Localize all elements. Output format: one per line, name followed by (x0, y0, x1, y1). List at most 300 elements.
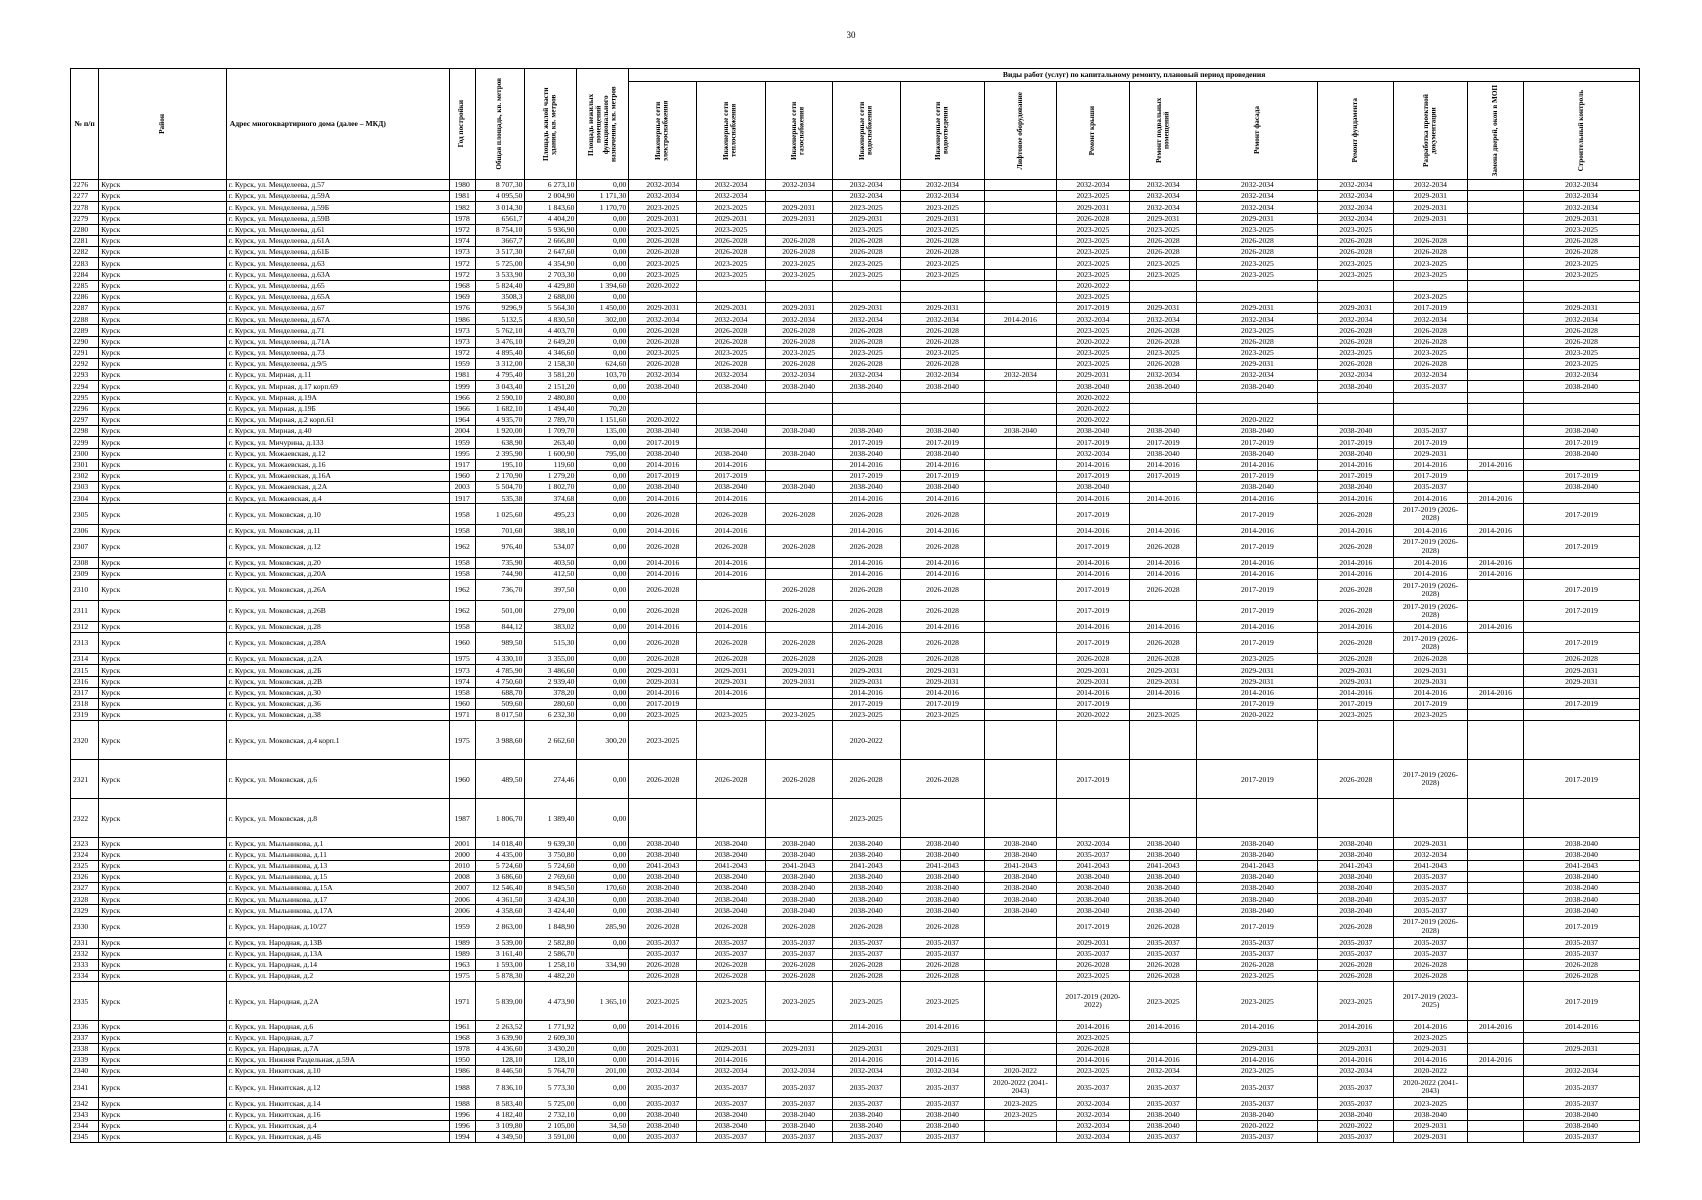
row-district: Курск (99, 504, 227, 525)
row-work-period: 2023-2025 (1318, 982, 1394, 1021)
row-work-period: 2023-2025 (765, 258, 832, 269)
row-work-period (985, 459, 1056, 470)
row-work-period (985, 665, 1056, 676)
row-address: г. Курск, ул. Мыльникова, д.11 (226, 849, 449, 860)
row-work-period: 2038-2040 (629, 426, 697, 437)
row-work-period: 2017-2019 (1197, 698, 1318, 709)
row-work-period (1130, 698, 1197, 709)
row-nonresidential-area: 0,00 (577, 760, 629, 799)
row-district: Курск (99, 325, 227, 336)
row-year: 1988 (449, 1098, 475, 1109)
row-work-period: 2032-2034 (1318, 191, 1394, 202)
row-work-period: 2038-2040 (1318, 1109, 1394, 1120)
row-year: 1962 (449, 536, 475, 557)
row-work-period: 2020-2022 (1197, 1120, 1318, 1131)
row-district: Курск (99, 493, 227, 504)
row-work-period: 2038-2040 (832, 1120, 900, 1131)
row-work-period (985, 580, 1056, 601)
row-living-area: 1 848,90 (525, 916, 577, 937)
row-work-period: 2029-2031 (900, 303, 984, 314)
row-work-period: 2026-2028 (900, 359, 984, 370)
row-work-period: 2038-2040 (629, 448, 697, 459)
row-work-period: 2014-2016 (629, 568, 697, 579)
row-work-period: 2014-2016 (1394, 525, 1468, 536)
row-work-period: 2017-2019 (1197, 470, 1318, 481)
row-living-area: 374,68 (525, 493, 577, 504)
row-work-period: 2020-2022 (1197, 710, 1318, 721)
row-work-period: 2032-2034 (1130, 202, 1197, 213)
row-work-period: 2017-2019 (1197, 504, 1318, 525)
row-work-period (985, 536, 1056, 557)
row-address: г. Курск, ул. Моковская, д.12 (226, 536, 449, 557)
row-work-period: 2035-2037 (1130, 1131, 1197, 1142)
row-nonresidential-area: 135,00 (577, 426, 629, 437)
row-work-period: 2026-2028 (900, 601, 984, 622)
row-work-period: 2038-2040 (832, 849, 900, 860)
row-work-period: 2038-2040 (900, 1120, 984, 1131)
row-work-period: 2038-2040 (1524, 381, 1640, 392)
row-work-period: 2032-2034 (1524, 1066, 1640, 1077)
row-work-period (697, 799, 765, 838)
row-work-period: 2026-2028 (765, 760, 832, 799)
row-work-period (697, 1032, 765, 1043)
row-work-period: 2032-2034 (697, 180, 765, 191)
table-row (71, 213, 1640, 224)
row-work-period: 2038-2040 (697, 838, 765, 849)
capital-repair-table (70, 68, 1640, 1143)
row-work-period (1467, 482, 1523, 493)
row-total-area: 3 043,40 (475, 381, 525, 392)
row-work-period (1467, 849, 1523, 860)
row-work-period (1524, 414, 1640, 425)
row-work-period: 2038-2040 (1524, 894, 1640, 905)
row-work-period (985, 721, 1056, 760)
row-number: 2305 (71, 504, 99, 525)
row-district: Курск (99, 871, 227, 882)
row-work-period (985, 916, 1056, 937)
row-work-period (1524, 557, 1640, 568)
table-row (71, 536, 1640, 557)
row-work-period: 2014-2016 (1318, 687, 1394, 698)
row-work-period: 2032-2034 (1318, 370, 1394, 381)
row-work-period (765, 622, 832, 633)
header-address: Адрес многоквартирного дома (далее – МКД) (226, 69, 449, 180)
row-living-area: 2 151,20 (525, 381, 577, 392)
row-work-period: 2023-2025 (900, 710, 984, 721)
row-total-area: 501,00 (475, 601, 525, 622)
row-living-area: 534,07 (525, 536, 577, 557)
row-work-period: 2023-2025 (1056, 269, 1130, 280)
row-work-period (1467, 710, 1523, 721)
row-work-period: 2014-2016 (832, 1054, 900, 1065)
row-total-area: 4 436,60 (475, 1043, 525, 1054)
row-work-period: 2032-2034 (832, 180, 900, 191)
row-district: Курск (99, 414, 227, 425)
row-year: 1968 (449, 280, 475, 291)
row-year: 1958 (449, 568, 475, 579)
row-living-area: 1 258,10 (525, 960, 577, 971)
row-work-period: 2017-2019 (2026-2028) (1394, 916, 1468, 937)
row-total-area: 6561,7 (475, 213, 525, 224)
row-work-period (985, 698, 1056, 709)
row-nonresidential-area: 0,00 (577, 622, 629, 633)
row-work-period: 2026-2028 (900, 916, 984, 937)
row-year: 1972 (449, 269, 475, 280)
row-work-period: 2014-2016 (900, 622, 984, 633)
row-work-period: 2023-2025 (629, 269, 697, 280)
row-work-period: 2017-2019 (1394, 698, 1468, 709)
row-nonresidential-area: 1 151,60 (577, 414, 629, 425)
row-total-area: 5 878,30 (475, 971, 525, 982)
row-work-period: 2038-2040 (629, 883, 697, 894)
row-work-period (985, 336, 1056, 347)
table-row (71, 180, 1640, 191)
row-work-period: 2026-2028 (1524, 336, 1640, 347)
row-work-period (985, 799, 1056, 838)
table-row (71, 1066, 1640, 1077)
row-work-period: 2014-2016 (900, 459, 984, 470)
row-year: 1962 (449, 601, 475, 622)
row-address: г. Курск, ул. Моковская, д.38 (226, 710, 449, 721)
row-work-period (985, 493, 1056, 504)
row-district: Курск (99, 291, 227, 302)
row-work-period (900, 799, 984, 838)
row-work-period: 2026-2028 (832, 916, 900, 937)
row-work-period: 2032-2034 (1197, 191, 1318, 202)
row-year: 1994 (449, 1131, 475, 1142)
row-work-period (1467, 883, 1523, 894)
row-work-period: 2026-2028 (1318, 359, 1394, 370)
row-work-period: 2029-2031 (1318, 676, 1394, 687)
row-work-period (765, 392, 832, 403)
table-row (71, 799, 1640, 838)
row-nonresidential-area: 0,00 (577, 381, 629, 392)
row-work-period (1467, 1043, 1523, 1054)
row-living-area: 1 600,90 (525, 448, 577, 459)
row-total-area: 735,90 (475, 557, 525, 568)
row-work-period: 2032-2034 (1056, 448, 1130, 459)
row-work-period: 2026-2028 (1394, 971, 1468, 982)
row-year: 1962 (449, 580, 475, 601)
row-work-period: 2032-2034 (1318, 202, 1394, 213)
row-number: 2278 (71, 202, 99, 213)
row-work-period: 2017-2019 (1524, 470, 1640, 481)
row-work-period (1394, 224, 1468, 235)
row-work-period: 2041-2043 (1056, 860, 1130, 871)
row-district: Курск (99, 202, 227, 213)
row-work-period: 2026-2028 (697, 654, 765, 665)
row-nonresidential-area: 0,00 (577, 347, 629, 358)
row-work-period: 2023-2025 (1394, 1032, 1468, 1043)
row-district: Курск (99, 687, 227, 698)
row-number: 2338 (71, 1043, 99, 1054)
row-year: 1961 (449, 1021, 475, 1032)
header-work-3: Инженерные сети водоснабжения (832, 82, 900, 180)
row-total-area: 128,10 (475, 1054, 525, 1065)
row-number: 2289 (71, 325, 99, 336)
row-work-period: 2017-2019 (2026-2028) (1394, 760, 1468, 799)
header-year: Год постройки (449, 69, 475, 180)
row-work-period: 2038-2040 (629, 1109, 697, 1120)
table-row (71, 1077, 1640, 1098)
row-address: г. Курск, ул. Менделеева, д.71А (226, 336, 449, 347)
row-work-period: 2026-2028 (900, 504, 984, 525)
row-living-area: 3 750,80 (525, 849, 577, 860)
row-work-period: 2038-2040 (629, 381, 697, 392)
row-work-period (1130, 760, 1197, 799)
row-district: Курск (99, 180, 227, 191)
row-district: Курск (99, 482, 227, 493)
row-work-period: 2038-2040 (1056, 894, 1130, 905)
row-living-area: 2 582,80 (525, 937, 577, 948)
row-address: г. Курск, ул. Мирная, д.17 корп.69 (226, 381, 449, 392)
row-work-period: 2023-2025 (697, 224, 765, 235)
row-work-period (1467, 470, 1523, 481)
row-number: 2339 (71, 1054, 99, 1065)
row-district: Курск (99, 1098, 227, 1109)
row-address: г. Курск, ул. Можаевская, д.12 (226, 448, 449, 459)
row-work-period (1467, 721, 1523, 760)
row-work-period: 2032-2034 (1524, 314, 1640, 325)
row-total-area: 8 446,50 (475, 1066, 525, 1077)
table-row (71, 291, 1640, 302)
row-nonresidential-area: 0,00 (577, 676, 629, 687)
table-row (71, 687, 1640, 698)
row-number: 2325 (71, 860, 99, 871)
row-work-period (1467, 392, 1523, 403)
row-work-period: 2038-2040 (985, 905, 1056, 916)
header-work-9: Ремонт фундамента (1318, 82, 1394, 180)
row-number: 2293 (71, 370, 99, 381)
row-work-period: 2029-2031 (1197, 676, 1318, 687)
row-work-period: 2026-2028 (900, 654, 984, 665)
row-work-period: 2026-2028 (1394, 654, 1468, 665)
table-row (71, 760, 1640, 799)
row-district: Курск (99, 937, 227, 948)
row-address: г. Курск, ул. Народная, д.13В (226, 937, 449, 948)
row-work-period (1394, 392, 1468, 403)
row-work-period (1467, 894, 1523, 905)
row-address: г. Курск, ул. Народная, д.7 (226, 1032, 449, 1043)
row-address: г. Курск, ул. Никитская, д.4Б (226, 1131, 449, 1142)
row-year: 2006 (449, 894, 475, 905)
row-work-period: 2026-2028 (1318, 601, 1394, 622)
row-living-area: 5 773,30 (525, 1077, 577, 1098)
row-total-area: 5132,5 (475, 314, 525, 325)
row-work-period (985, 960, 1056, 971)
row-work-period: 2023-2025 (1197, 982, 1318, 1021)
row-work-period: 2038-2040 (985, 426, 1056, 437)
row-year: 1964 (449, 414, 475, 425)
row-nonresidential-area (577, 971, 629, 982)
row-total-area: 3 686,60 (475, 871, 525, 882)
row-work-period: 2017-2019 (1394, 437, 1468, 448)
row-total-area: 5 504,70 (475, 482, 525, 493)
row-living-area: 2 732,10 (525, 1109, 577, 1120)
row-work-period: 2026-2028 (765, 633, 832, 654)
row-total-area: 2 263,52 (475, 1021, 525, 1032)
row-work-period: 2038-2040 (900, 849, 984, 860)
row-living-area: 2 105,00 (525, 1120, 577, 1131)
row-work-period: 2014-2016 (629, 1054, 697, 1065)
row-work-period (1467, 414, 1523, 425)
row-work-period: 2023-2025 (697, 258, 765, 269)
row-work-period: 2035-2037 (832, 1077, 900, 1098)
row-number: 2304 (71, 493, 99, 504)
row-number: 2302 (71, 470, 99, 481)
row-work-period: 2023-2025 (832, 224, 900, 235)
row-address: г. Курск, ул. Никитская, д.4 (226, 1120, 449, 1131)
row-work-period: 2026-2028 (1524, 235, 1640, 246)
row-work-period (1524, 622, 1640, 633)
row-work-period: 2017-2019 (1056, 760, 1130, 799)
row-work-period (629, 392, 697, 403)
row-living-area: 6 273,10 (525, 180, 577, 191)
table-row (71, 470, 1640, 481)
row-nonresidential-area: 0,00 (577, 665, 629, 676)
row-work-period: 2041-2043 (1394, 860, 1468, 871)
row-work-period (1467, 971, 1523, 982)
row-year: 1960 (449, 760, 475, 799)
row-living-area: 515,30 (525, 633, 577, 654)
row-living-area: 119,60 (525, 459, 577, 470)
row-work-period: 2026-2028 (1394, 359, 1468, 370)
row-work-period (1467, 948, 1523, 959)
row-year: 1973 (449, 247, 475, 258)
row-nonresidential-area: 0,00 (577, 568, 629, 579)
row-work-period: 2026-2028 (629, 633, 697, 654)
row-work-period: 2038-2040 (900, 426, 984, 437)
row-nonresidential-area: 0,00 (577, 687, 629, 698)
row-work-period (1524, 525, 1640, 536)
row-work-period: 2023-2025 (1394, 1098, 1468, 1109)
row-address: г. Курск, ул. Менделеева, д.67А (226, 314, 449, 325)
row-work-period: 2020-2022 (1056, 414, 1130, 425)
row-work-period: 2032-2034 (1394, 180, 1468, 191)
row-work-period: 2014-2016 (1197, 568, 1318, 579)
row-living-area: 5 936,90 (525, 224, 577, 235)
row-nonresidential-area: 0,00 (577, 871, 629, 882)
row-number: 2282 (71, 247, 99, 258)
row-work-period: 2032-2034 (832, 370, 900, 381)
row-nonresidential-area: 0,00 (577, 247, 629, 258)
row-total-area: 3 312,00 (475, 359, 525, 370)
row-address: г. Курск, ул. Мыльникова, д.17А (226, 905, 449, 916)
row-nonresidential-area: 70,20 (577, 403, 629, 414)
row-work-period: 2029-2031 (832, 676, 900, 687)
row-work-period (765, 687, 832, 698)
row-living-area: 128,10 (525, 1054, 577, 1065)
row-work-period (985, 601, 1056, 622)
row-work-period: 2023-2025 (629, 982, 697, 1021)
row-work-period (765, 525, 832, 536)
row-work-period: 2026-2028 (832, 654, 900, 665)
row-work-period: 2032-2034 (1524, 202, 1640, 213)
row-work-period (1467, 1098, 1523, 1109)
row-living-area: 274,46 (525, 760, 577, 799)
row-work-period: 2017-2019 (2026-2028) (1394, 601, 1468, 622)
row-work-period: 2035-2037 (629, 1131, 697, 1142)
row-address: г. Курск, ул. Мирная, д.19Б (226, 403, 449, 414)
row-district: Курск (99, 448, 227, 459)
row-work-period: 2041-2043 (900, 860, 984, 871)
row-year: 1981 (449, 370, 475, 381)
row-work-period (1467, 325, 1523, 336)
row-work-period: 2029-2031 (697, 303, 765, 314)
row-work-period: 2029-2031 (1524, 303, 1640, 314)
row-work-period: 2020-2022 (832, 721, 900, 760)
row-nonresidential-area: 0,00 (577, 525, 629, 536)
row-work-period: 2023-2025 (832, 799, 900, 838)
row-work-period (1394, 403, 1468, 414)
row-district: Курск (99, 392, 227, 403)
row-address: г. Курск, ул. Мирная, д.11 (226, 370, 449, 381)
row-year: 1989 (449, 948, 475, 959)
row-work-period: 2026-2028 (1524, 971, 1640, 982)
row-work-period: 2026-2028 (900, 971, 984, 982)
row-work-period: 2014-2016 (832, 687, 900, 698)
row-work-period: 2035-2037 (697, 937, 765, 948)
header-work-6: Ремонт крыши (1056, 82, 1130, 180)
row-work-period (1130, 1043, 1197, 1054)
row-work-period (1467, 336, 1523, 347)
row-number: 2291 (71, 347, 99, 358)
row-work-period: 2017-2019 (1130, 470, 1197, 481)
table-row (71, 665, 1640, 676)
row-work-period: 2026-2028 (1394, 336, 1468, 347)
row-work-period (1197, 721, 1318, 760)
row-work-period: 2038-2040 (697, 1120, 765, 1131)
row-work-period: 2023-2025 (1197, 654, 1318, 665)
row-work-period: 2041-2043 (1197, 860, 1318, 871)
row-district: Курск (99, 849, 227, 860)
row-work-period (985, 676, 1056, 687)
row-work-period (985, 403, 1056, 414)
row-work-period (1467, 504, 1523, 525)
row-work-period: 2038-2040 (629, 905, 697, 916)
row-work-period: 2026-2028 (1524, 325, 1640, 336)
row-work-period: 2023-2025 (1197, 325, 1318, 336)
row-work-period: 2014-2016 (697, 622, 765, 633)
row-living-area: 263,40 (525, 437, 577, 448)
row-work-period: 2041-2043 (1318, 860, 1394, 871)
row-work-period: 2023-2025 (1524, 359, 1640, 370)
row-work-period (985, 213, 1056, 224)
row-year: 1958 (449, 504, 475, 525)
row-work-period (985, 291, 1056, 302)
row-address: г. Курск, ул. Менделеева, д.61Б (226, 247, 449, 258)
row-work-period: 2035-2037 (1056, 1077, 1130, 1098)
row-number: 2310 (71, 580, 99, 601)
row-number: 2297 (71, 414, 99, 425)
row-work-period (1467, 601, 1523, 622)
row-number: 2323 (71, 838, 99, 849)
row-work-period: 2017-2019 (1197, 580, 1318, 601)
row-work-period (1394, 414, 1468, 425)
row-work-period: 2023-2025 (900, 224, 984, 235)
row-work-period: 2038-2040 (832, 883, 900, 894)
header-work-8: Ремонт фасада (1197, 82, 1318, 180)
row-living-area: 9 639,30 (525, 838, 577, 849)
row-year: 1966 (449, 392, 475, 403)
row-district: Курск (99, 381, 227, 392)
row-living-area: 1 494,40 (525, 403, 577, 414)
table-row (71, 1131, 1640, 1142)
row-number: 2335 (71, 982, 99, 1021)
row-work-period: 2038-2040 (1318, 426, 1394, 437)
row-work-period: 2026-2028 (697, 247, 765, 258)
row-work-period (1467, 291, 1523, 302)
